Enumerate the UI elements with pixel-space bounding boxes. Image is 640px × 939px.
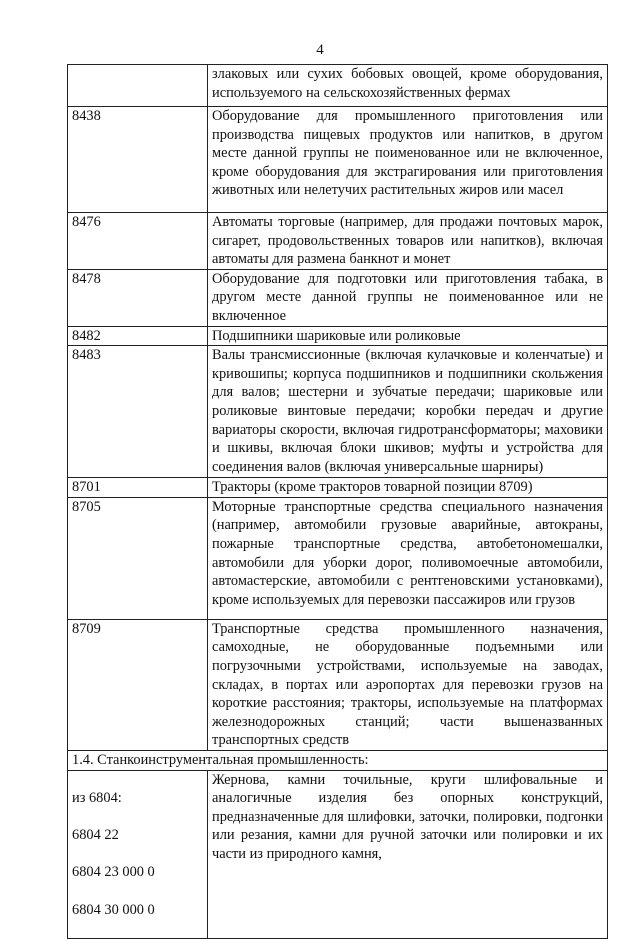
code-cell: 8482 <box>68 326 208 346</box>
table-row <box>68 478 608 498</box>
description-cell: злаковых или сухих бобовых овощей, кроме оборудования, используемого на сельскохозяйственных фермах <box>208 65 608 107</box>
code-cell <box>68 65 208 107</box>
code-cell: 8709 <box>68 619 208 750</box>
table-row <box>68 213 608 270</box>
code-line: 6804 22 <box>72 827 119 844</box>
description-cell: Моторные транспортные средства специального назначения (например, автомобили грузовые аварийные, автокраны, пожарные транспортные средства, автобетономешалки, автомобили для уборки дорог, поливомоечные автомобили, автомастерские, автомобили с рентгеновскими установками), кроме используемых для перевозки пассажиров или грузов <box>208 497 608 619</box>
table-row <box>68 65 608 107</box>
table-row <box>68 107 608 213</box>
code-cell: 8478 <box>68 269 208 326</box>
description-cell: Транспортные средства промышленного назначения, самоходные, не оборудованные подъемными или погрузочными устройствами, используемые на заводах, складах, в портах или аэропортах для перевозки грузов на короткие расстояния; тракторы, используемые на платформах железнодорожных станций; части вышеназванных транспортных средств <box>208 619 608 750</box>
description-cell: Валы трансмиссионные (включая кулачковые и коленчатые) и кривошипы; корпуса подшипников и подшипники скольжения для валов; шестерни и зубчатые передачи; шариковые или роликовые винтовые передачи; коробки передач и другие вариаторы скорости, включая гидротрансформаторы; маховики и шкивы, включая блоки шкивов; муфты и устройства для соединения валов (включая универсальные шарниры) <box>208 346 608 478</box>
code-cell: 8483 <box>68 346 208 478</box>
code-cell: 8476 <box>68 213 208 270</box>
code-cell: 8701 <box>68 478 208 498</box>
code-line: из 6804: <box>72 790 122 807</box>
table-row <box>68 497 608 619</box>
description-cell: Жернова, камни точильные, круги шлифовальные и аналогичные изделия без опорных конструкций, предназначенные для шлифовки, заточки, полировки, подгонки или резания, камни для ручной заточки или полировки и их части из природного камня, <box>208 770 608 938</box>
code-line: 6804 30 000 0 <box>72 901 155 918</box>
code-cell: 8438 <box>68 107 208 213</box>
description-cell: Подшипники шариковые или роликовые <box>208 326 608 346</box>
classification-table <box>67 64 608 939</box>
description-cell: Оборудование для подготовки или приготовления табака, в другом месте данной группы не поименованное или не включенное <box>208 269 608 326</box>
section-heading: 1.4. Станкоинструментальная промышленность: <box>68 750 608 770</box>
table-row <box>68 326 608 346</box>
table-row <box>68 770 608 938</box>
table-row <box>68 346 608 478</box>
code-line: 6804 23 000 0 <box>72 864 155 881</box>
code-cell <box>68 770 208 938</box>
description-cell: Автоматы торговые (например, для продажи почтовых марок, сигарет, продовольственных товаров или напитков), включая автоматы для размена банкнот и монет <box>208 213 608 270</box>
description-cell: Оборудование для промышленного приготовления или производства пищевых продуктов или напитков, в другом месте данной группы не поименованное или не включенное, кроме оборудования для экстрагирования или приготовления животных или нелетучих растительных жиров или масел <box>208 107 608 213</box>
section-heading-row <box>68 750 608 770</box>
table-row <box>68 269 608 326</box>
description-cell: Тракторы (кроме тракторов товарной позиции 8709) <box>208 478 608 498</box>
page-number: 4 <box>316 42 324 58</box>
table-row <box>68 619 608 750</box>
code-cell: 8705 <box>68 497 208 619</box>
